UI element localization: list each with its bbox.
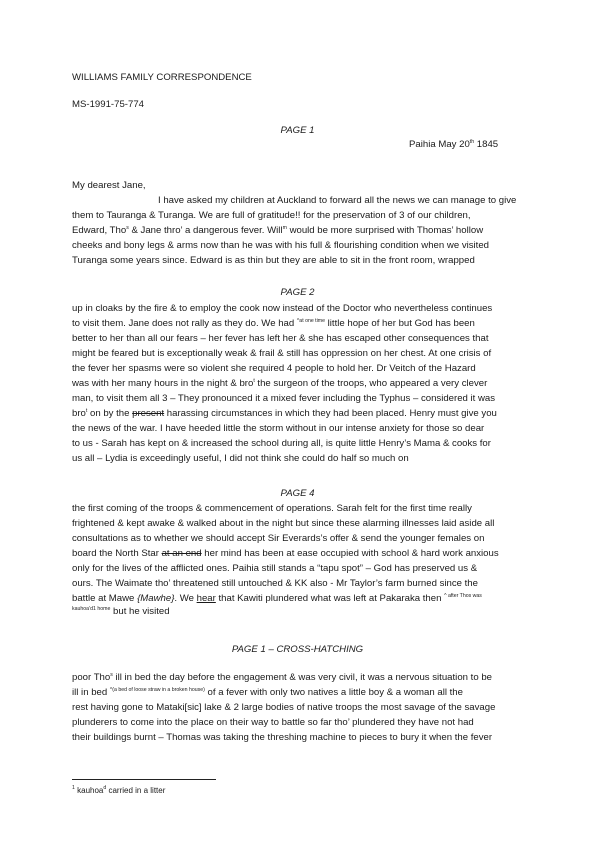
text-line: the fever her spasms were so violent she required 4 people to hold her. Dr Veitch of the Hazard: [72, 363, 476, 374]
text-run: of a fever with only two natives a little boy & a woman all the: [204, 687, 463, 698]
superscript: ^at one time: [296, 318, 325, 324]
text-line: I have asked my children at Auckland to forward all the news we can manage to give: [158, 195, 517, 206]
text-line: them to Tauranga & Turanga. We are full of gratitude!! for the preservation of 3 of our children,: [72, 210, 471, 221]
text-run: little hope of her but God has been: [324, 318, 475, 329]
footnote: [72, 785, 165, 796]
text-line: the first coming of the troops & commencement of operations. Sarah felt for the first time really: [72, 503, 472, 514]
section-heading-crosshatch: PAGE 1 – CROSS-HATCHING: [231, 644, 364, 655]
text-line: better to her than all our fears – her fever has left her & she has escaped other consequences that: [72, 333, 489, 344]
text-line: their buildings burnt – Thomas was taking the threshing machine to pieces to bury it when the fever: [72, 732, 493, 743]
text-run: that Kawiti plundered what was left at Pakaraka then: [215, 593, 445, 604]
dateline: [409, 138, 498, 151]
underlined-text: hear: [196, 593, 216, 604]
text-line: up in cloaks by the fire & to employ the cook now instead of the Doctor who nevertheless continues: [72, 303, 493, 314]
text-line: us all – Lydia is exceedingly useful, I did not think she could do half so much on: [72, 453, 409, 464]
superscript: d: [103, 785, 107, 791]
text-line: the news of the war. I have heeded little the storm without in our intense anxiety for those so dear: [72, 423, 485, 434]
text-line: [72, 224, 483, 237]
superscript: t: [85, 408, 88, 414]
strikethrough-text: present: [132, 408, 165, 419]
dateline-sup: th: [469, 139, 475, 145]
superscript: ^(a bed of loose straw in a broken house): [109, 687, 205, 693]
text-line: [72, 547, 499, 560]
footnote-number: 1: [72, 785, 75, 791]
text-run: . We: [174, 593, 197, 604]
section-heading-page4: PAGE 4: [280, 488, 315, 499]
text-run: & Jane thro’ a dangerous fever. Will: [128, 225, 283, 236]
text-line: man, to visit them all 3 – They pronounced it a mixed fever including the Typhus – considered it was: [72, 393, 496, 404]
document-reference: MS-1991-75-774: [72, 99, 144, 110]
superscript: s: [110, 672, 113, 678]
text-run: her mind has been at ease occupied with school & hard work anxious: [201, 548, 499, 559]
superscript: t: [253, 378, 255, 384]
text-line: Turanga some years since. Edward is as thin but they are able to sit in the front room, wrapped: [72, 255, 475, 266]
italic-text: {Mawhe}: [137, 593, 175, 604]
text-run: Edward, Tho: [72, 225, 127, 236]
text-line: might be feared but is exceptionally weak & frail & still has oppression on her chest. At one crisis of: [72, 348, 492, 359]
document-title: WILLIAMS FAMILY CORRESPONDENCE: [72, 72, 252, 83]
text-line: [72, 377, 487, 390]
text-line: to us - Sarah has kept on & increased the school during all, is quite little Henry’s Mama & cooks for: [72, 438, 491, 449]
text-run: carried in a litter: [106, 786, 166, 795]
superscript: s: [126, 225, 129, 231]
text-run: but he visited: [110, 606, 170, 617]
text-run: board the North Star: [72, 548, 162, 559]
text-line: [72, 605, 170, 618]
section-heading-page1: PAGE 1: [280, 125, 315, 136]
superscript: kauhoa’d1 home: [72, 606, 111, 612]
text-line: rest having gone to Mataki[sic] lake & 2 large bodies of native troops the most savage of the savage: [72, 702, 496, 713]
dateline-text: Paihia May 20: [409, 139, 470, 150]
text-run: to visit them. Jane does not rally as they do. We had: [72, 318, 297, 329]
text-run: ill in bed: [72, 687, 110, 698]
text-run: battle at Mawe: [72, 593, 138, 604]
text-line: [72, 407, 497, 420]
text-line: plunderers to come into the place on their way to battle so far tho’ plundered they have not had: [72, 717, 474, 728]
text-run: on by the: [87, 408, 133, 419]
superscript: ^ after Thos was: [444, 593, 482, 599]
text-line: [72, 686, 463, 699]
text-run: kauhoa: [74, 786, 104, 795]
text-run: poor Tho: [72, 672, 111, 683]
text-run: the surgeon of the troops, who appeared a very clever: [254, 378, 488, 389]
text-line: consultations as to whether we should accept Sir Everards’s offer & send the younger females on: [72, 533, 485, 544]
text-line: [72, 592, 482, 605]
text-line: [72, 317, 475, 330]
dateline-year: 1845: [474, 139, 499, 150]
text-run: would be more surprised with Thomas’ hollow: [286, 225, 484, 236]
text-run: bro: [72, 408, 86, 419]
footnote-rule: [72, 779, 216, 780]
strikethrough-text: at an end: [161, 548, 202, 559]
text-run: was with her many hours in the night & bro: [72, 378, 254, 389]
text-line: only for the lives of the afflicted ones. Paihia still stands a “tapu spot” – God has preserved us &: [72, 563, 478, 574]
text-line: ours. The Waimate tho’ threatened still untouched & KK also - Mr Taylor’s farm burned since the: [72, 578, 478, 589]
salutation: My dearest Jane,: [72, 180, 146, 191]
text-line: [72, 671, 492, 684]
section-heading-page2: PAGE 2: [280, 287, 315, 298]
text-run: harassing circumstances in which they had been placed. Henry must give you: [164, 408, 497, 419]
text-line: cheeks and bony legs & arms now than he was with his full & flourishing condition when we visited: [72, 240, 490, 251]
text-line: frightened & kept awake & walked about in the night but since these alarming illnesses laid aside all: [72, 518, 495, 529]
text-run: ill in bed the day before the engagement & was very civil, it was a nervous situation to be: [112, 672, 492, 683]
superscript: m: [282, 225, 287, 231]
